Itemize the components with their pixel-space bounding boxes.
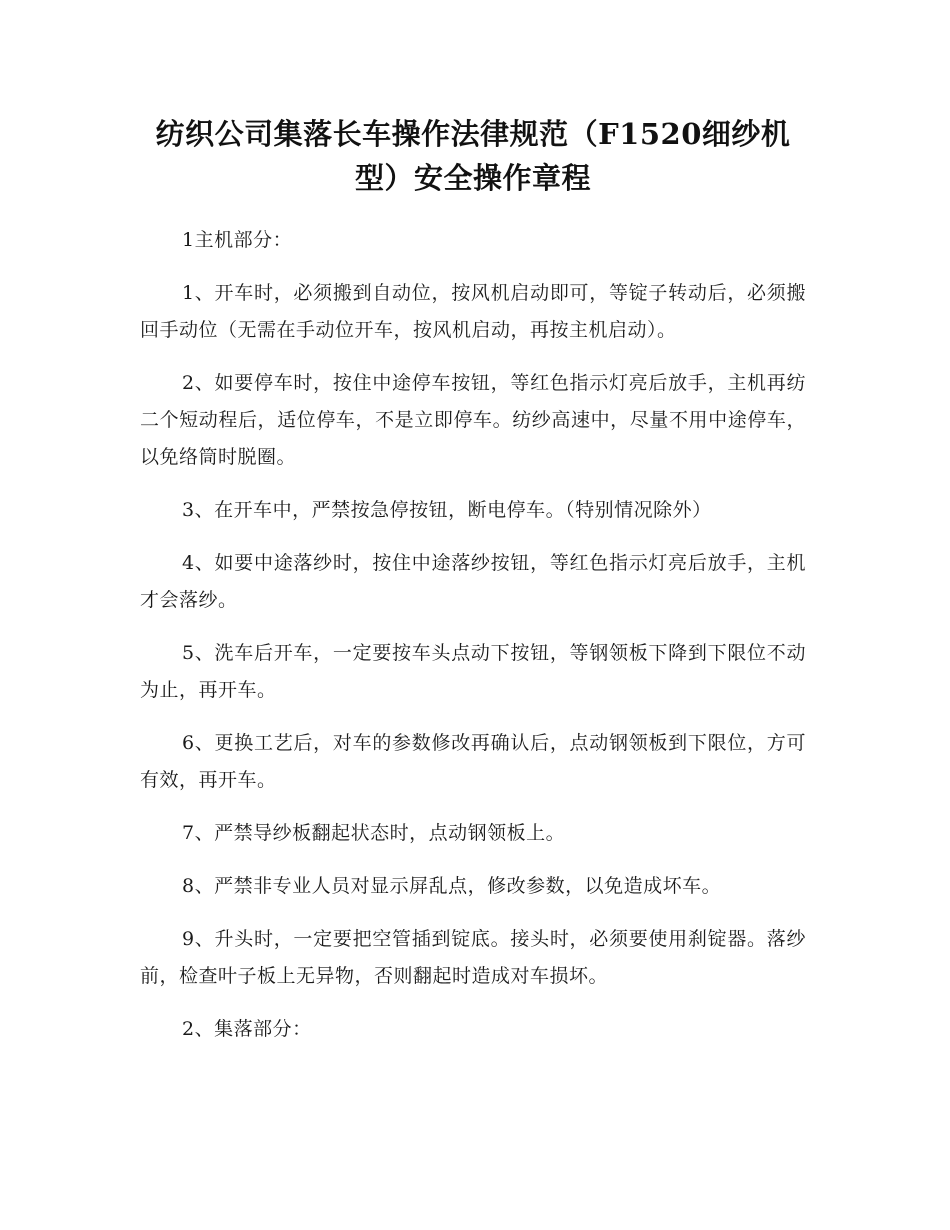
- section-heading-main-unit: 1主机部分：: [182, 229, 293, 251]
- paragraph-item-5: 5、洗车后开车，一定要按车头点动下按钮，等钢领板下降到下限位不动为止，再开车。: [140, 642, 806, 701]
- paragraph-item-8: 8、严禁非专业人员对显示屏乱点，修改参数，以免造成坏车。: [182, 875, 722, 897]
- document-title: 纺织公司集落长车操作法律规范（F1520细纱机型）安全操作章程: [155, 117, 791, 195]
- document-page: [140, 112, 806, 1048]
- paragraph-item-9: 9、升头时，一定要把空管插到锭底。接头时，必须要使用刹锭器。落纱前，检查叶子板上无异物，否则翻起时造成对车损坏。: [140, 928, 806, 987]
- paragraph-item-1: 1、开车时，必须搬到自动位，按风机启动即可，等锭子转动后，必须搬回手动位（无需在手动位开车，按风机启动，再按主机启动）。: [140, 282, 806, 341]
- paragraph-item-2: 2、如要停车时，按住中途停车按钮，等红色指示灯亮后放手，主机再纺二个短动程后，适位停车，不是立即停车。纺纱高速中，尽量不用中途停车，以免络筒时脱圈。: [140, 372, 806, 468]
- section-heading-doffing: 2、集落部分：: [182, 1018, 312, 1040]
- paragraph-item-7: 7、严禁导纱板翻起状态时，点动钢领板上。: [182, 822, 566, 844]
- paragraph-item-6: 6、更换工艺后，对车的参数修改再确认后，点动钢领板到下限位，方可有效，再开车。: [140, 732, 806, 791]
- paragraph-item-4: 4、如要中途落纱时，按住中途落纱按钮，等红色指示灯亮后放手，主机才会落纱。: [140, 552, 806, 611]
- paragraph-item-3: 3、在开车中，严禁按急停按钮，断电停车。（特别情况除外）: [182, 499, 712, 521]
